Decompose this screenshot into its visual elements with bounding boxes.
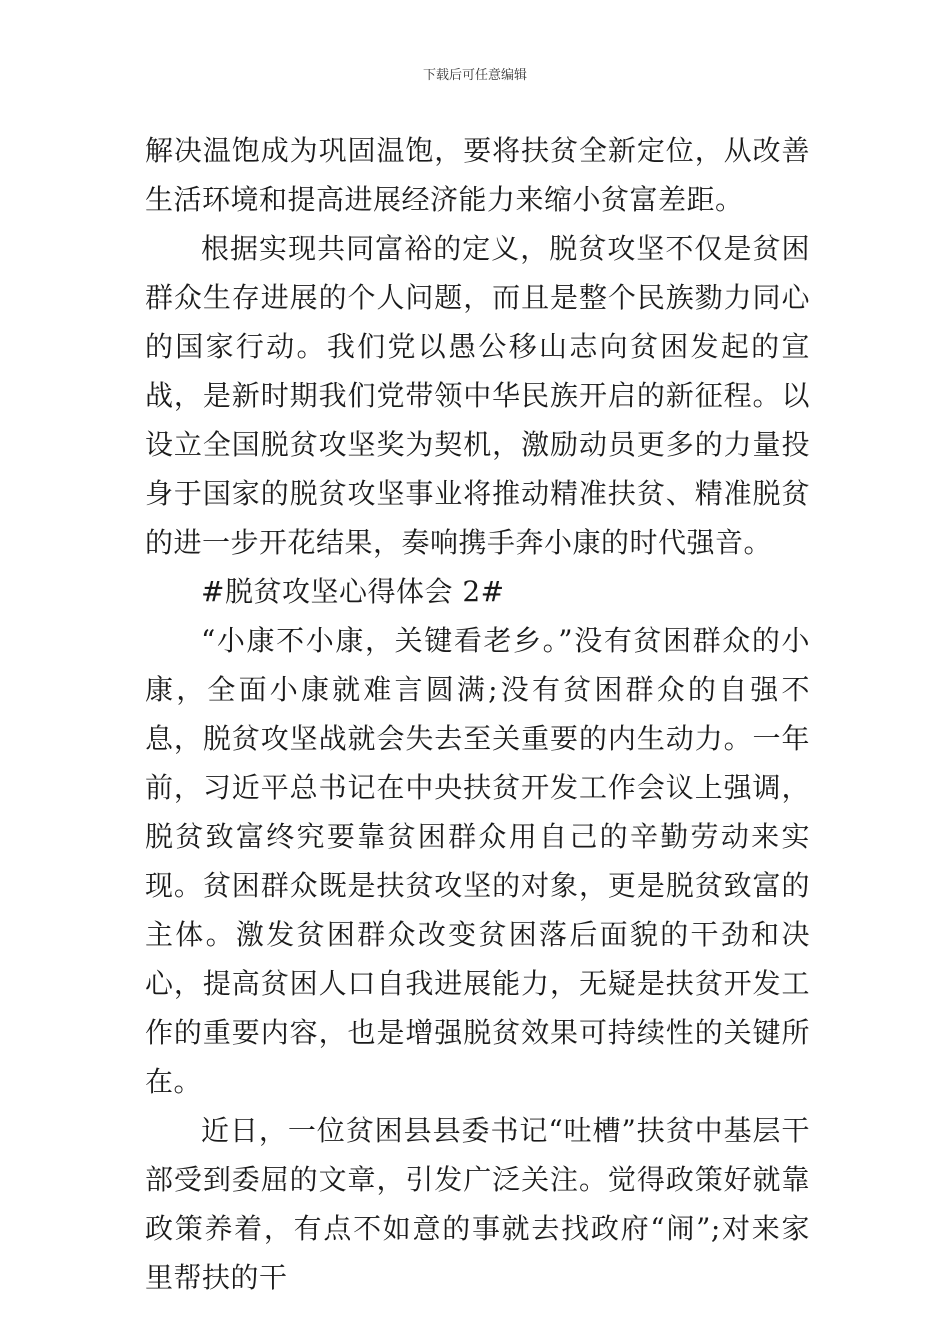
page-header-note: 下载后可任意编辑: [422, 68, 527, 83]
paragraph-2: 根据实现共同富裕的定义，脱贫攻坚不仅是贫困群众生存进展的个人问题，而且是整个民族勠力同心的国家行动。我们党以愚公移山志向贫困发起的宣战，是新时期我们党带领中华民族开启的新征程。以设立全国脱贫攻坚奖为契机，激励动员更多的力量投身于国家的脱贫攻坚事业将推动精准扶贫、精准脱贫的进一步开花结果，奏响携手奔小康的时代强音。: [145, 232, 810, 559]
paragraph-1: 解决温饱成为巩固温饱，要将扶贫全新定位，从改善生活环境和提高进展经济能力来缩小贫富差距。: [145, 134, 810, 216]
section-heading: #脱贫攻坚心得体会 2#: [201, 575, 505, 608]
document-body: [145, 126, 810, 1302]
paragraph-4: 近日，一位贫困县县委书记“吐槽”扶贫中基层干部受到委屈的文章，引发广泛关注。觉得政策好就靠政策养着，有点不如意的事就去找政府“闹”;对来家里帮扶的干: [145, 1114, 810, 1294]
paragraph-3: “小康不小康，关键看老乡。”没有贫困群众的小康，全面小康就难言圆满;没有贫困群众的自强不息，脱贫攻坚战就会失去至关重要的内生动力。一年前，习近平总书记在中央扶贫开发工作会议上强调，脱贫致富终究要靠贫困群众用自己的辛勤劳动来实现。贫困群众既是扶贫攻坚的对象，更是脱贫致富的主体。激发贫困群众改变贫困落后面貌的干劲和决心，提高贫困人口自我进展能力，无疑是扶贫开发工作的重要内容，也是增强脱贫效果可持续性的关键所在。: [145, 624, 810, 1098]
